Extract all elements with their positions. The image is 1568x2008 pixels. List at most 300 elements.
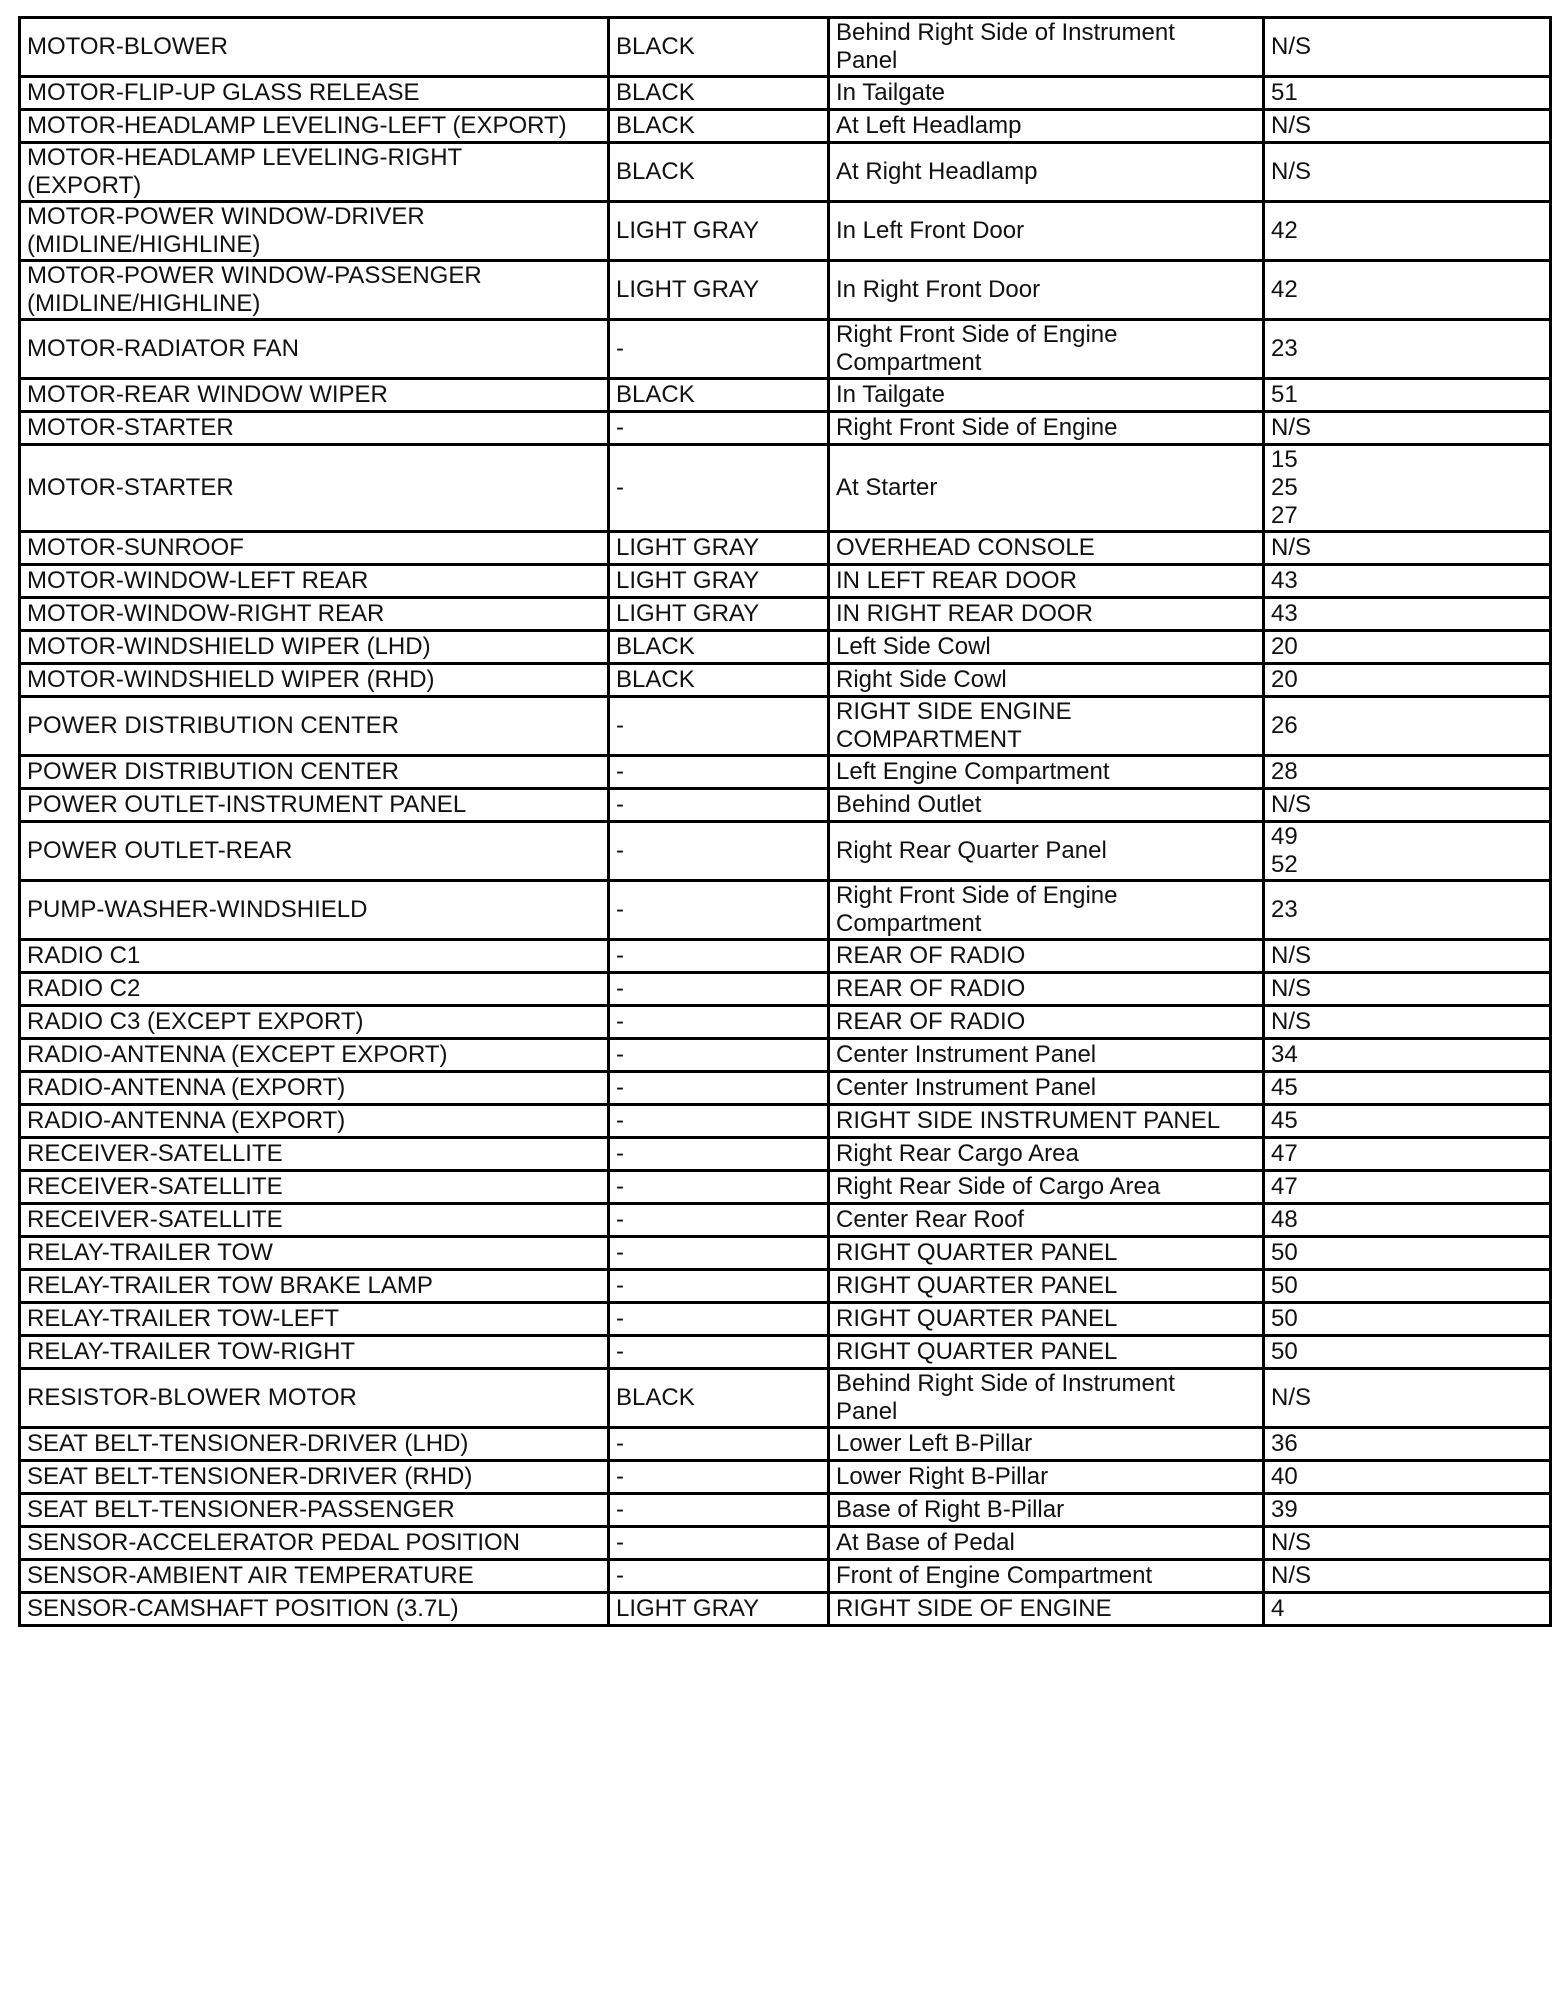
table-row — [20, 1072, 1551, 1105]
table-row — [20, 379, 1551, 412]
component-cell — [20, 1461, 609, 1494]
figure-cell-text: N/S — [1271, 112, 1312, 139]
figure-cell — [1264, 320, 1551, 379]
component-cell-text: SEAT BELT-TENSIONER-DRIVER (RHD) — [27, 1463, 473, 1490]
component-cell — [20, 1138, 609, 1171]
component-cell-text: MOTOR-SUNROOF — [27, 534, 244, 561]
component-cell — [20, 202, 609, 261]
location-cell-text: RIGHT QUARTER PANEL — [836, 1338, 1118, 1365]
location-cell — [829, 412, 1264, 445]
connector-color-cell — [609, 1494, 829, 1527]
figure-cell — [1264, 1593, 1551, 1626]
figure-cell — [1264, 261, 1551, 320]
component-cell-text: RADIO C2 — [27, 975, 141, 1002]
figure-cell-text: 45 — [1271, 1074, 1298, 1101]
component-cell — [20, 1171, 609, 1204]
component-cell-text: MOTOR-STARTER — [27, 474, 234, 501]
figure-cell-text: N/S — [1271, 414, 1312, 441]
figure-cell-text: N/S — [1271, 791, 1312, 818]
figure-cell-text: 51 — [1271, 381, 1298, 408]
connector-color-cell-text: - — [616, 942, 624, 969]
component-cell — [20, 881, 609, 940]
component-cell — [20, 77, 609, 110]
location-cell-text: RIGHT QUARTER PANEL — [836, 1305, 1118, 1332]
figure-cell — [1264, 1237, 1551, 1270]
connector-color-cell-text: - — [616, 791, 624, 818]
table-row — [20, 110, 1551, 143]
component-cell-text: MOTOR-POWER WINDOW-PASSENGER (MIDLINE/HIGHLINE) — [27, 262, 482, 317]
connector-color-cell — [609, 1560, 829, 1593]
component-cell — [20, 1336, 609, 1369]
connector-color-cell — [609, 822, 829, 881]
connector-color-cell — [609, 973, 829, 1006]
location-cell-text: Behind Right Side of Instrument Panel — [836, 1370, 1175, 1425]
table-row — [20, 1270, 1551, 1303]
component-cell — [20, 697, 609, 756]
connector-color-cell — [609, 1204, 829, 1237]
figure-cell — [1264, 1138, 1551, 1171]
location-cell-text: Front of Engine Compartment — [836, 1562, 1153, 1589]
connector-color-cell-text: BLACK — [616, 79, 695, 106]
component-cell-text: SENSOR-ACCELERATOR PEDAL POSITION — [27, 1529, 520, 1556]
figure-cell — [1264, 631, 1551, 664]
component-cell-text: RADIO C1 — [27, 942, 141, 969]
connector-color-cell — [609, 1527, 829, 1560]
component-cell — [20, 565, 609, 598]
component-cell-text: SENSOR-CAMSHAFT POSITION (3.7L) — [27, 1595, 459, 1622]
figure-cell-text: N/S — [1271, 1562, 1312, 1589]
figure-cell-text: 43 — [1271, 600, 1298, 627]
table-row — [20, 532, 1551, 565]
figure-cell — [1264, 1072, 1551, 1105]
component-cell-text: MOTOR-BLOWER — [27, 33, 228, 60]
figure-cell — [1264, 532, 1551, 565]
component-cell-text: MOTOR-WINDOW-RIGHT REAR — [27, 600, 385, 627]
figure-cell-text: N/S — [1271, 942, 1312, 969]
connector-color-cell-text: - — [616, 1140, 624, 1167]
connector-color-cell-text: - — [616, 414, 624, 441]
connector-color-cell — [609, 1336, 829, 1369]
table-row — [20, 565, 1551, 598]
figure-cell — [1264, 379, 1551, 412]
connector-color-cell — [609, 1138, 829, 1171]
table-row — [20, 1171, 1551, 1204]
component-cell — [20, 110, 609, 143]
connector-color-cell — [609, 77, 829, 110]
component-cell-text: POWER DISTRIBUTION CENTER — [27, 758, 400, 785]
figure-cell-text: 51 — [1271, 79, 1298, 106]
figure-cell-text: 49 52 — [1271, 823, 1298, 878]
connector-color-cell-text: - — [616, 1239, 624, 1266]
figure-cell-text: N/S — [1271, 1529, 1312, 1556]
connector-color-cell — [609, 1270, 829, 1303]
connector-color-cell-text: BLACK — [616, 381, 695, 408]
connector-color-cell-text: LIGHT GRAY — [616, 600, 760, 627]
figure-cell-text: 36 — [1271, 1430, 1298, 1457]
connector-color-cell-text: - — [616, 1305, 624, 1332]
component-cell — [20, 1560, 609, 1593]
table-row — [20, 756, 1551, 789]
component-cell — [20, 598, 609, 631]
location-cell — [829, 1270, 1264, 1303]
component-cell — [20, 261, 609, 320]
location-cell-text: Right Rear Side of Cargo Area — [836, 1173, 1161, 1200]
component-cell — [20, 822, 609, 881]
figure-cell-text: 42 — [1271, 217, 1298, 244]
component-cell-text: MOTOR-HEADLAMP LEVELING-LEFT (EXPORT) — [27, 112, 567, 139]
figure-cell — [1264, 1006, 1551, 1039]
location-cell — [829, 1461, 1264, 1494]
component-cell-text: MOTOR-WINDOW-LEFT REAR — [27, 567, 369, 594]
location-cell-text: RIGHT QUARTER PANEL — [836, 1239, 1118, 1266]
component-cell-text: RELAY-TRAILER TOW — [27, 1239, 273, 1266]
component-cell — [20, 18, 609, 77]
connector-color-cell-text: LIGHT GRAY — [616, 1595, 760, 1622]
figure-cell-text: 50 — [1271, 1239, 1298, 1266]
figure-cell — [1264, 940, 1551, 973]
connector-color-cell — [609, 631, 829, 664]
location-cell — [829, 1006, 1264, 1039]
location-cell-text: In Right Front Door — [836, 276, 1041, 303]
component-cell-text: RELAY-TRAILER TOW BRAKE LAMP — [27, 1272, 433, 1299]
location-cell — [829, 1039, 1264, 1072]
component-cell-text: PUMP-WASHER-WINDSHIELD — [27, 896, 368, 923]
location-cell — [829, 1204, 1264, 1237]
connector-color-cell — [609, 1072, 829, 1105]
table-row — [20, 412, 1551, 445]
table-row — [20, 1494, 1551, 1527]
location-cell-text: Left Engine Compartment — [836, 758, 1110, 785]
connector-color-cell — [609, 1006, 829, 1039]
figure-cell-text: 42 — [1271, 276, 1298, 303]
component-cell-text: MOTOR-FLIP-UP GLASS RELEASE — [27, 79, 420, 106]
figure-cell — [1264, 1494, 1551, 1527]
figure-cell-text: 45 — [1271, 1107, 1298, 1134]
location-cell — [829, 1369, 1264, 1428]
component-cell-text: RADIO C3 (EXCEPT EXPORT) — [27, 1008, 364, 1035]
component-cell — [20, 940, 609, 973]
location-cell — [829, 1138, 1264, 1171]
figure-cell-text: 50 — [1271, 1272, 1298, 1299]
location-cell-text: RIGHT SIDE OF ENGINE — [836, 1595, 1112, 1622]
location-cell-text: REAR OF RADIO — [836, 975, 1026, 1002]
table-row — [20, 1593, 1551, 1626]
location-cell-text: Right Front Side of Engine Compartment — [836, 882, 1118, 937]
component-cell-text: MOTOR-WINDSHIELD WIPER (LHD) — [27, 633, 431, 660]
table-row — [20, 1006, 1551, 1039]
table-row — [20, 1105, 1551, 1138]
table-row — [20, 822, 1551, 881]
location-cell-text: Behind Outlet — [836, 791, 982, 818]
connector-location-sheet — [18, 16, 1549, 1627]
location-cell-text: Right Side Cowl — [836, 666, 1007, 693]
location-cell — [829, 1072, 1264, 1105]
table-row — [20, 1369, 1551, 1428]
connector-color-cell-text: - — [616, 1562, 624, 1589]
figure-cell — [1264, 881, 1551, 940]
component-cell — [20, 1204, 609, 1237]
figure-cell — [1264, 1270, 1551, 1303]
component-cell — [20, 1494, 609, 1527]
component-cell — [20, 445, 609, 532]
component-cell-text: RECEIVER-SATELLITE — [27, 1173, 283, 1200]
table-row — [20, 789, 1551, 822]
figure-cell — [1264, 143, 1551, 202]
location-cell — [829, 1428, 1264, 1461]
figure-cell-text: 23 — [1271, 896, 1298, 923]
connector-color-cell-text: - — [616, 1074, 624, 1101]
figure-cell-text: 39 — [1271, 1496, 1298, 1523]
connector-color-cell — [609, 598, 829, 631]
figure-cell-text: 50 — [1271, 1338, 1298, 1365]
table-row — [20, 1428, 1551, 1461]
location-cell-text: IN LEFT REAR DOOR — [836, 567, 1077, 594]
component-cell-text: RADIO-ANTENNA (EXPORT) — [27, 1074, 346, 1101]
figure-cell-text: 23 — [1271, 335, 1298, 362]
table-row — [20, 1237, 1551, 1270]
figure-cell-text: 28 — [1271, 758, 1298, 785]
location-cell — [829, 1237, 1264, 1270]
location-cell — [829, 1303, 1264, 1336]
connector-color-cell-text: BLACK — [616, 633, 695, 660]
component-cell-text: MOTOR-WINDSHIELD WIPER (RHD) — [27, 666, 435, 693]
component-cell — [20, 973, 609, 1006]
component-cell-text: RESISTOR-BLOWER MOTOR — [27, 1384, 357, 1411]
location-cell — [829, 881, 1264, 940]
location-cell-text: Center Instrument Panel — [836, 1041, 1097, 1068]
figure-cell — [1264, 1171, 1551, 1204]
figure-cell-text: 15 25 27 — [1271, 446, 1298, 529]
location-cell-text: Center Rear Roof — [836, 1206, 1025, 1233]
location-cell — [829, 379, 1264, 412]
connector-color-cell-text: - — [616, 758, 624, 785]
location-cell-text: Lower Right B-Pillar — [836, 1463, 1049, 1490]
connector-color-cell-text: BLACK — [616, 33, 695, 60]
connector-color-cell — [609, 18, 829, 77]
table-row — [20, 598, 1551, 631]
figure-cell — [1264, 445, 1551, 532]
table-row — [20, 940, 1551, 973]
figure-cell — [1264, 1336, 1551, 1369]
figure-cell — [1264, 1527, 1551, 1560]
location-cell — [829, 1527, 1264, 1560]
figure-cell — [1264, 1369, 1551, 1428]
location-cell — [829, 940, 1264, 973]
figure-cell-text: N/S — [1271, 975, 1312, 1002]
table-row — [20, 973, 1551, 1006]
location-cell-text: RIGHT QUARTER PANEL — [836, 1272, 1118, 1299]
location-cell-text: OVERHEAD CONSOLE — [836, 534, 1095, 561]
component-cell-text: MOTOR-RADIATOR FAN — [27, 335, 300, 362]
connector-color-cell — [609, 1593, 829, 1626]
component-cell — [20, 1593, 609, 1626]
table-row — [20, 1303, 1551, 1336]
location-cell-text: Right Rear Cargo Area — [836, 1140, 1079, 1167]
connector-color-cell — [609, 789, 829, 822]
figure-cell-text: N/S — [1271, 33, 1312, 60]
component-cell-text: MOTOR-POWER WINDOW-DRIVER (MIDLINE/HIGHLINE) — [27, 203, 425, 258]
component-cell — [20, 664, 609, 697]
figure-cell — [1264, 1039, 1551, 1072]
connector-color-cell — [609, 1237, 829, 1270]
connector-color-cell-text: - — [616, 896, 624, 923]
figure-cell — [1264, 565, 1551, 598]
connector-color-cell — [609, 261, 829, 320]
table-row — [20, 697, 1551, 756]
figure-cell — [1264, 1461, 1551, 1494]
table-row — [20, 1039, 1551, 1072]
location-cell — [829, 756, 1264, 789]
location-cell-text: Right Front Side of Engine — [836, 414, 1118, 441]
location-cell — [829, 1494, 1264, 1527]
table-row — [20, 1138, 1551, 1171]
table-row — [20, 18, 1551, 77]
location-cell — [829, 1560, 1264, 1593]
location-cell-text: Lower Left B-Pillar — [836, 1430, 1033, 1457]
connector-color-cell-text: - — [616, 712, 624, 739]
component-cell-text: SENSOR-AMBIENT AIR TEMPERATURE — [27, 1562, 474, 1589]
component-cell-text: POWER OUTLET-INSTRUMENT PANEL — [27, 791, 467, 818]
component-cell — [20, 1270, 609, 1303]
connector-color-cell-text: LIGHT GRAY — [616, 534, 760, 561]
figure-cell-text: 34 — [1271, 1041, 1298, 1068]
connector-color-cell — [609, 1369, 829, 1428]
component-cell — [20, 1428, 609, 1461]
connector-color-cell-text: - — [616, 1272, 624, 1299]
connector-color-cell-text: - — [616, 1041, 624, 1068]
figure-cell — [1264, 1428, 1551, 1461]
location-cell — [829, 822, 1264, 881]
component-cell-text: SEAT BELT-TENSIONER-DRIVER (LHD) — [27, 1430, 469, 1457]
figure-cell-text: 47 — [1271, 1140, 1298, 1167]
connector-color-cell-text: LIGHT GRAY — [616, 276, 760, 303]
figure-cell-text: 40 — [1271, 1463, 1298, 1490]
table-row — [20, 320, 1551, 379]
location-cell — [829, 261, 1264, 320]
connector-color-cell — [609, 697, 829, 756]
component-cell — [20, 1237, 609, 1270]
figure-cell-text: N/S — [1271, 1384, 1312, 1411]
component-cell — [20, 143, 609, 202]
connector-color-cell — [609, 379, 829, 412]
table-row — [20, 1560, 1551, 1593]
table-row — [20, 202, 1551, 261]
connector-color-cell — [609, 664, 829, 697]
location-cell-text: RIGHT SIDE ENGINE COMPARTMENT — [836, 698, 1072, 753]
component-cell-text: RADIO-ANTENNA (EXPORT) — [27, 1107, 346, 1134]
figure-cell — [1264, 77, 1551, 110]
connector-color-cell — [609, 881, 829, 940]
component-cell-text: RADIO-ANTENNA (EXCEPT EXPORT) — [27, 1041, 448, 1068]
connector-color-cell — [609, 110, 829, 143]
figure-cell — [1264, 973, 1551, 1006]
figure-cell-text: N/S — [1271, 158, 1312, 185]
location-cell-text: At Left Headlamp — [836, 112, 1022, 139]
location-cell — [829, 202, 1264, 261]
location-cell-text: In Left Front Door — [836, 217, 1025, 244]
connector-color-cell — [609, 412, 829, 445]
connector-color-cell — [609, 1171, 829, 1204]
connector-color-cell — [609, 445, 829, 532]
connector-color-cell-text: BLACK — [616, 112, 695, 139]
location-cell-text: At Base of Pedal — [836, 1529, 1015, 1556]
location-cell-text: At Right Headlamp — [836, 158, 1038, 185]
table-row — [20, 1336, 1551, 1369]
location-cell — [829, 973, 1264, 1006]
location-cell-text: IN RIGHT REAR DOOR — [836, 600, 1093, 627]
connector-color-cell — [609, 1428, 829, 1461]
table-row — [20, 445, 1551, 532]
connector-color-cell — [609, 1303, 829, 1336]
location-cell-text: Center Instrument Panel — [836, 1074, 1097, 1101]
connector-color-cell-text: - — [616, 474, 624, 501]
figure-cell-text: 47 — [1271, 1173, 1298, 1200]
location-cell — [829, 1593, 1264, 1626]
location-cell-text: Right Rear Quarter Panel — [836, 837, 1107, 864]
connector-color-cell-text: - — [616, 1107, 624, 1134]
connector-color-cell-text: - — [616, 1463, 624, 1490]
connector-color-cell — [609, 1039, 829, 1072]
location-cell — [829, 1336, 1264, 1369]
location-cell — [829, 532, 1264, 565]
figure-cell — [1264, 1560, 1551, 1593]
figure-cell — [1264, 789, 1551, 822]
component-cell — [20, 1369, 609, 1428]
connector-color-cell-text: - — [616, 837, 624, 864]
table-body — [20, 18, 1551, 1626]
connector-location-table — [18, 16, 1552, 1627]
location-cell — [829, 697, 1264, 756]
location-cell-text: REAR OF RADIO — [836, 942, 1026, 969]
figure-cell-text: 50 — [1271, 1305, 1298, 1332]
connector-color-cell — [609, 940, 829, 973]
component-cell-text: POWER DISTRIBUTION CENTER — [27, 712, 400, 739]
table-row — [20, 261, 1551, 320]
connector-color-cell-text: - — [616, 1496, 624, 1523]
connector-color-cell — [609, 202, 829, 261]
location-cell — [829, 320, 1264, 379]
connector-color-cell — [609, 320, 829, 379]
component-cell — [20, 1072, 609, 1105]
location-cell-text: At Starter — [836, 474, 938, 501]
table-row — [20, 664, 1551, 697]
location-cell-text: Right Front Side of Engine Compartment — [836, 321, 1118, 376]
connector-color-cell-text: - — [616, 1430, 624, 1457]
connector-color-cell — [609, 1461, 829, 1494]
location-cell — [829, 445, 1264, 532]
figure-cell-text: 4 — [1271, 1595, 1285, 1622]
location-cell-text: REAR OF RADIO — [836, 1008, 1026, 1035]
connector-color-cell-text: BLACK — [616, 158, 695, 185]
location-cell-text: In Tailgate — [836, 79, 945, 106]
component-cell — [20, 789, 609, 822]
component-cell — [20, 756, 609, 789]
connector-color-cell-text: - — [616, 335, 624, 362]
figure-cell — [1264, 110, 1551, 143]
component-cell-text: RECEIVER-SATELLITE — [27, 1140, 283, 1167]
component-cell-text: POWER OUTLET-REAR — [27, 837, 293, 864]
connector-color-cell-text: BLACK — [616, 666, 695, 693]
figure-cell — [1264, 697, 1551, 756]
component-cell — [20, 379, 609, 412]
location-cell — [829, 598, 1264, 631]
component-cell — [20, 320, 609, 379]
component-cell — [20, 1105, 609, 1138]
connector-color-cell — [609, 1105, 829, 1138]
component-cell — [20, 1006, 609, 1039]
figure-cell-text: 26 — [1271, 712, 1298, 739]
figure-cell-text: N/S — [1271, 534, 1312, 561]
